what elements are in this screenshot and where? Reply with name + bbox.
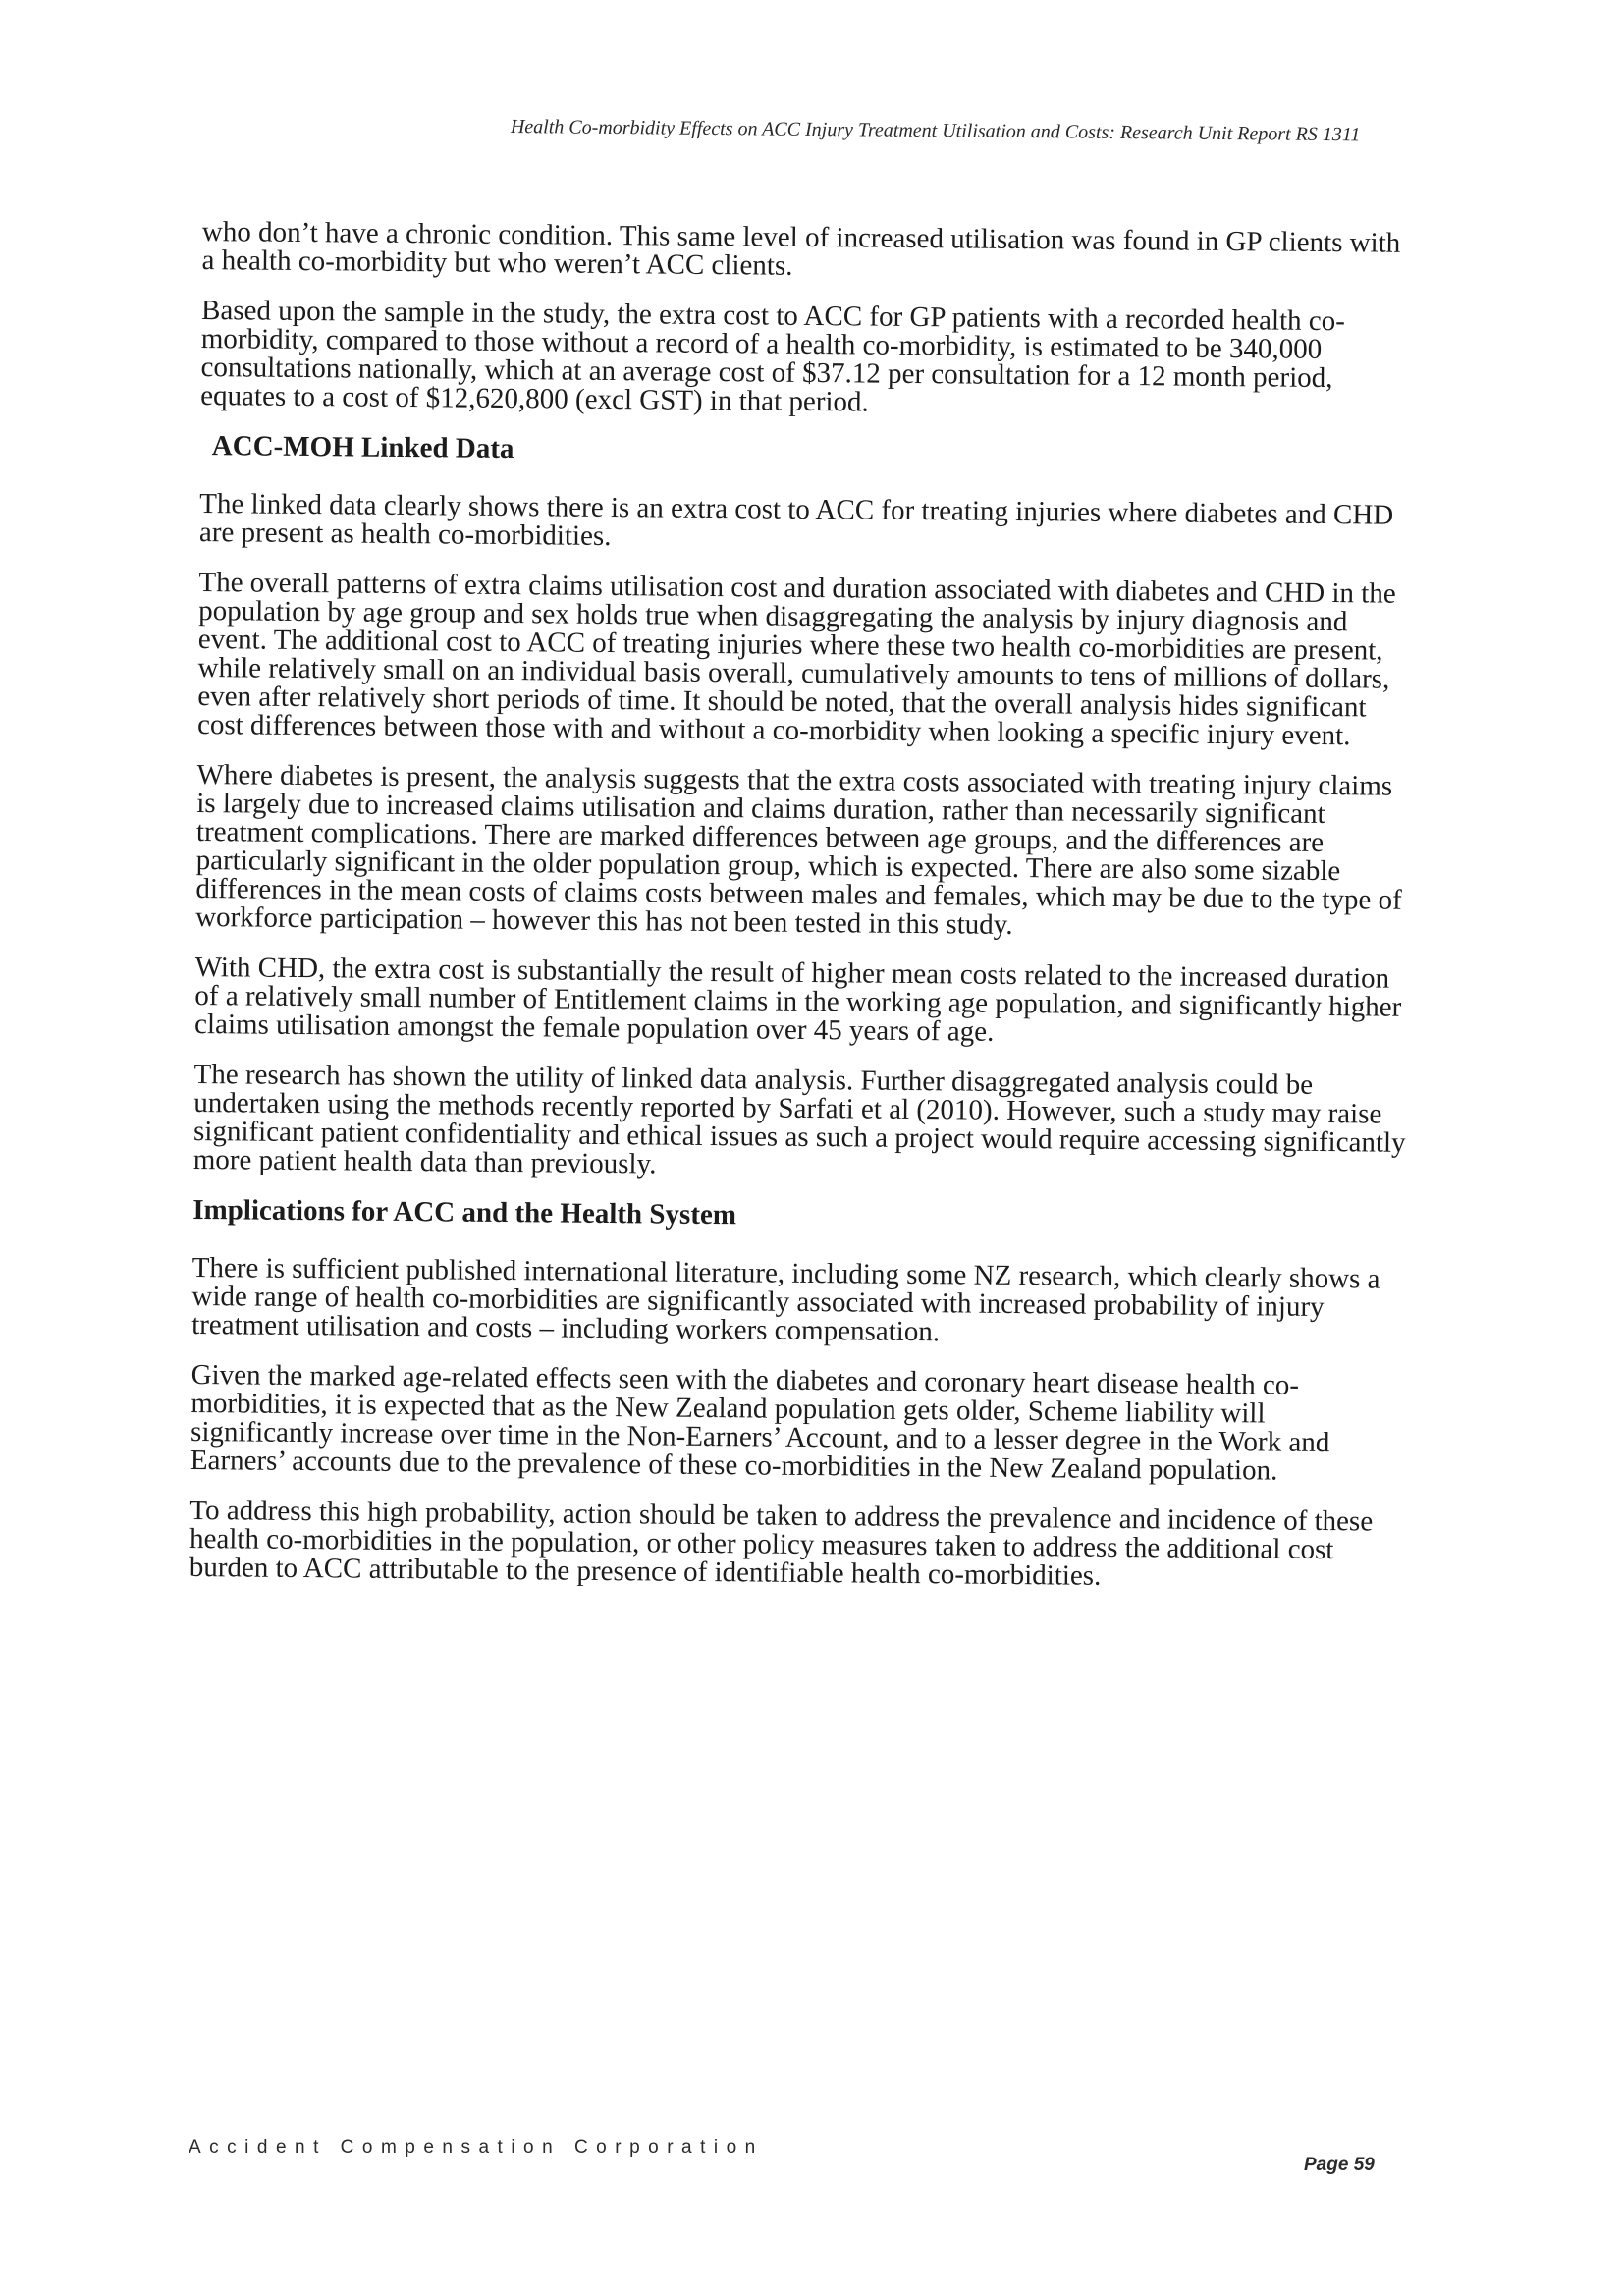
- paragraph-literature: There is sufficient published international literature, including some NZ research, which clearly shows a wide range of health co-morbidities are significantly associated with increased probability of injury treatment utilisation and costs – including workers compensation.: [191, 1251, 1380, 1348]
- paragraph-linked-data-utility: The research has shown the utility of linked data analysis. Further disaggregated analysis could be undertaken using the methods recently reported by Sarfati et al (2010). However, such a study may raise significant patient confidentiality and ethical issues as such a project would require accessing significantly more patient health data than previously.: [192, 1058, 1406, 1180]
- paragraph-overall-patterns: The overall patterns of extra claims utilisation cost and duration associated with diabetes and CHD in the population by age group and sex holds true when disaggregating the analysis by injury diagnosis and event. The additional cost to ACC of treating injuries where these two health co-morbidities are present, while relatively small on an individual basis overall, cumulatively amounts to tens of millions of dollars, even after relatively short periods of time. It should be noted, that the overall analysis hides significant cost differences between those with and without a co-morbidity when looking a specific injury event.: [196, 566, 1396, 752]
- section-heading-linked-data: ACC-MOH Linked Data: [211, 430, 514, 465]
- section-heading-implications: Implications for ACC and the Health System: [192, 1193, 737, 1231]
- running-header: Health Co-morbidity Effects on ACC Injury Treatment Utilisation and Costs: Research Unit Report RS 1311: [510, 116, 1361, 146]
- paragraph-linked-data-summary: The linked data clearly shows there is an extra cost to ACC for treating injuries where diabetes and CHD are present as health co-morbidities.: [198, 487, 1394, 553]
- page-number: Page 59: [1304, 2155, 1375, 2175]
- body-text: [189, 218, 1419, 1615]
- paragraph-recommendation: To address this high probability, action should be taken to address the prevalence and incidence of these health co-morbidities in the population, or other policy measures taken to address the additional cost burden to ACC attributable to the presence of identifiable health co-morbidities.: [189, 1494, 1374, 1592]
- paragraph-age-effects: Given the marked age-related effects seen with the diabetes and coronary heart disease health co-morbidities, it is expected that as the New Zealand population gets older, Scheme liability will significantly increase over time in the Non-Earners’ Account, and to a lesser degree in the Work and Earners’ accounts due to the prevalence of these co-morbidities in the New Zealand population.: [189, 1358, 1330, 1487]
- paragraph-chd: With CHD, the extra cost is substantially the result of higher mean costs related to the increased duration of a relatively small number of Entitlement claims in the working age population, and significantly higher claims utilisation amongst the female population over 45 years of age.: [193, 951, 1402, 1048]
- footer-organization: Accident Compensation Corporation: [189, 2137, 764, 2158]
- paragraph-gp-clients: who don’t have a chronic condition. This same level of increased utilisation was found in GP clients with a health co-morbidity but who weren’t ACC clients.: [201, 216, 1401, 282]
- paragraph-gp-cost-estimate: Based upon the sample in the study, the extra cost to ACC for GP patients with a recorded health co-morbidity, compared to those without a record of a health co-morbidity, is estimated to be 340,000 consultations nationally, which at an average cost of $37.12 per consultation for a 12 month period, equates to a cost of $12,620,800 (excl GST) in that period.: [200, 294, 1346, 418]
- paragraph-diabetes: Where diabetes is present, the analysis suggests that the extra costs associated with treating injury claims is largely due to increased claims utilisation and claims duration, rather than necessarily significant treatment complications. There are marked differences between age groups, and the differences are particularly significant in the older population group, which is expected. There are also some sizable differences in the mean costs of claims costs between males and females, which may be due to the type of workforce participation – however this has not been tested in this study.: [195, 758, 1402, 941]
